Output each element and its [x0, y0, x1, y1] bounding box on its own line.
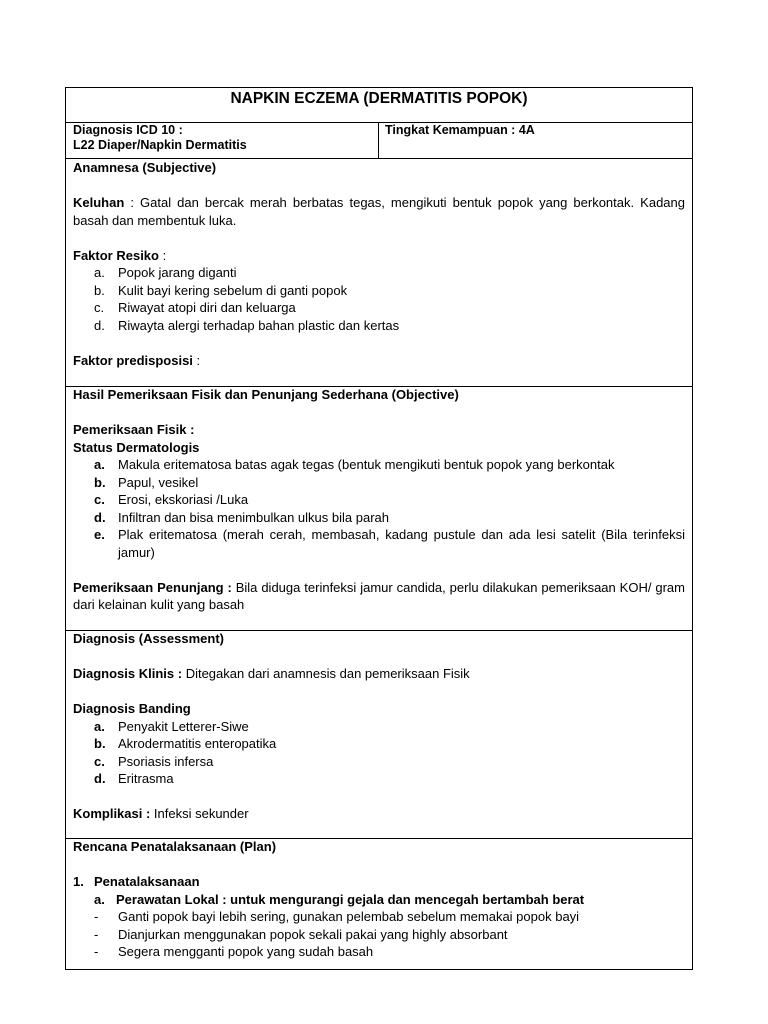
list-item — [73, 282, 685, 300]
diagnosis-klinis-line — [73, 665, 685, 683]
list-marker: d. — [94, 509, 106, 525]
diagnosis-icd-code: L22 Diaper/Napkin Dermatitis — [73, 138, 247, 152]
keluhan-paragraph — [73, 194, 685, 229]
list-marker: - — [94, 944, 99, 959]
list-text: Infiltran dan bisa menimbulkan ulkus bila parah — [118, 509, 389, 525]
list-item — [73, 474, 685, 492]
diagnosis-icd-label: Diagnosis ICD 10 : — [73, 123, 183, 137]
list-text: Penatalaksanaan — [94, 874, 200, 889]
section-objective — [66, 386, 692, 631]
komplikasi-line — [73, 805, 685, 823]
header-row — [66, 123, 692, 159]
list-text: Riwayat atopi diri dan keluarga — [118, 300, 296, 315]
anamnesa-heading: Anamnesa (Subjective) — [73, 160, 217, 175]
list-text: Kulit bayi kering sebelum di ganti popok — [118, 282, 348, 298]
list-item — [73, 873, 685, 891]
list-marker: b. — [94, 474, 106, 490]
list-item — [73, 926, 685, 944]
faktor-resiko-line — [73, 247, 685, 265]
list-text: Dianjurkan menggunakan popok sekali pakai yang highly absorbant — [118, 926, 508, 942]
faktor-resiko-label: Faktor Resiko — [73, 247, 159, 263]
list-item — [73, 509, 685, 527]
plan-heading: Rencana Penatalaksanaan (Plan) — [73, 839, 277, 854]
list-text: Papul, vesikel — [118, 474, 199, 490]
list-text: Penyakit Letterer-Siwe — [118, 718, 249, 734]
diagnosis-klinis-text: Ditegakan dari anamnesis dan pemeriksaan Fisik — [182, 666, 470, 681]
list-marker: c. — [94, 300, 105, 315]
list-marker: c. — [94, 753, 105, 769]
list-item — [73, 943, 685, 961]
list-item — [73, 718, 685, 736]
plan-list — [73, 873, 685, 908]
list-text: Ganti popok bayi lebih sering, gunakan pelembab sebelum memakai popok bayi — [118, 909, 580, 924]
list-marker: 1. — [73, 874, 84, 889]
status-dermatologis-list — [73, 456, 685, 561]
list-marker: a. — [94, 718, 105, 734]
komplikasi-text: Infeksi sekunder — [150, 806, 249, 821]
section-plan — [66, 838, 692, 961]
list-text: Popok jarang diganti — [118, 265, 237, 280]
list-text: Makula eritematosa batas agak tegas (bentuk mengikuti bentuk popok yang berkontak — [118, 457, 615, 472]
list-text: Segera mengganti popok yang sudah basah — [118, 944, 374, 959]
list-marker: - — [94, 909, 99, 924]
section-anamnesa — [66, 159, 692, 387]
list-item — [73, 753, 685, 771]
predisposisi-line — [73, 352, 685, 370]
list-marker: b. — [94, 736, 106, 751]
list-item — [73, 317, 685, 335]
pemeriksaan-fisik-label: Pemeriksaan Fisik : — [73, 422, 195, 437]
keluhan-label: Keluhan — [73, 195, 125, 210]
document-table — [65, 87, 693, 970]
page-title: NAPKIN ECZEMA (DERMATITIS POPOK) — [66, 88, 692, 123]
faktor-resiko-list — [73, 264, 685, 334]
competence-level: Tingkat Kemampuan : 4A — [385, 123, 535, 137]
list-marker: a. — [94, 457, 105, 472]
predisposisi-label: Faktor predisposisi — [73, 352, 193, 368]
list-text: Psoriasis infersa — [118, 753, 214, 769]
list-item — [73, 770, 685, 788]
list-marker: a. — [94, 891, 105, 907]
predisposisi-colon: : — [192, 352, 201, 368]
competence-cell — [379, 123, 692, 158]
penunjang-paragraph — [73, 579, 685, 614]
list-item — [73, 299, 685, 317]
perawatan-lokal-list — [73, 908, 685, 961]
list-text: Akrodermatitis enteropatika — [118, 736, 277, 751]
list-item — [73, 735, 685, 753]
list-marker: c. — [94, 492, 105, 507]
list-text: Eritrasma — [118, 771, 174, 786]
list-item — [73, 264, 685, 282]
list-marker: b. — [94, 282, 105, 298]
list-marker: e. — [94, 527, 105, 542]
list-item — [73, 526, 685, 561]
faktor-resiko-colon: : — [158, 247, 167, 263]
objective-heading: Hasil Pemeriksaan Fisik dan Penunjang Sederhana (Objective) — [73, 387, 459, 402]
list-text: Erosi, ekskoriasi /Luka — [118, 492, 249, 507]
list-item — [73, 908, 685, 926]
list-marker: d. — [94, 317, 105, 333]
penunjang-text: Bila diduga terinfeksi jamur candida, perlu dilakukan pemeriksaan KOH/ gram dari kelainan kulit yang basah — [73, 579, 685, 612]
list-marker: d. — [94, 771, 106, 786]
list-marker: - — [94, 926, 99, 942]
list-item — [73, 891, 685, 909]
keluhan-text: : Gatal dan bercak merah berbatas tegas, mengikuti bentuk popok yang berkontak. Kadang basah dan membentuk luka. — [73, 195, 685, 228]
status-dermatologis-label: Status Dermatologis — [73, 439, 200, 455]
list-text: Perawatan Lokal : untuk mengurangi gejala dan mencegah bertambah berat — [116, 891, 585, 907]
diagnosis-banding-list — [73, 718, 685, 788]
komplikasi-label: Komplikasi : — [73, 806, 151, 821]
section-assessment — [66, 630, 692, 839]
diagnosis-banding-label: Diagnosis Banding — [73, 701, 191, 716]
list-item — [73, 491, 685, 509]
assessment-heading: Diagnosis (Assessment) — [73, 631, 224, 646]
diagnosis-icd-cell — [66, 123, 379, 158]
penunjang-label: Pemeriksaan Penunjang : — [73, 579, 232, 595]
list-text: Plak eritematosa (merah cerah, membasah, kadang pustule dan ada lesi satelit (Bila terinfeksi jamur) — [118, 527, 685, 560]
list-marker: a. — [94, 265, 105, 280]
diagnosis-klinis-label: Diagnosis Klinis : — [73, 666, 183, 681]
list-item — [73, 456, 685, 474]
list-text: Riwayta alergi terhadap bahan plastic dan kertas — [118, 317, 400, 333]
